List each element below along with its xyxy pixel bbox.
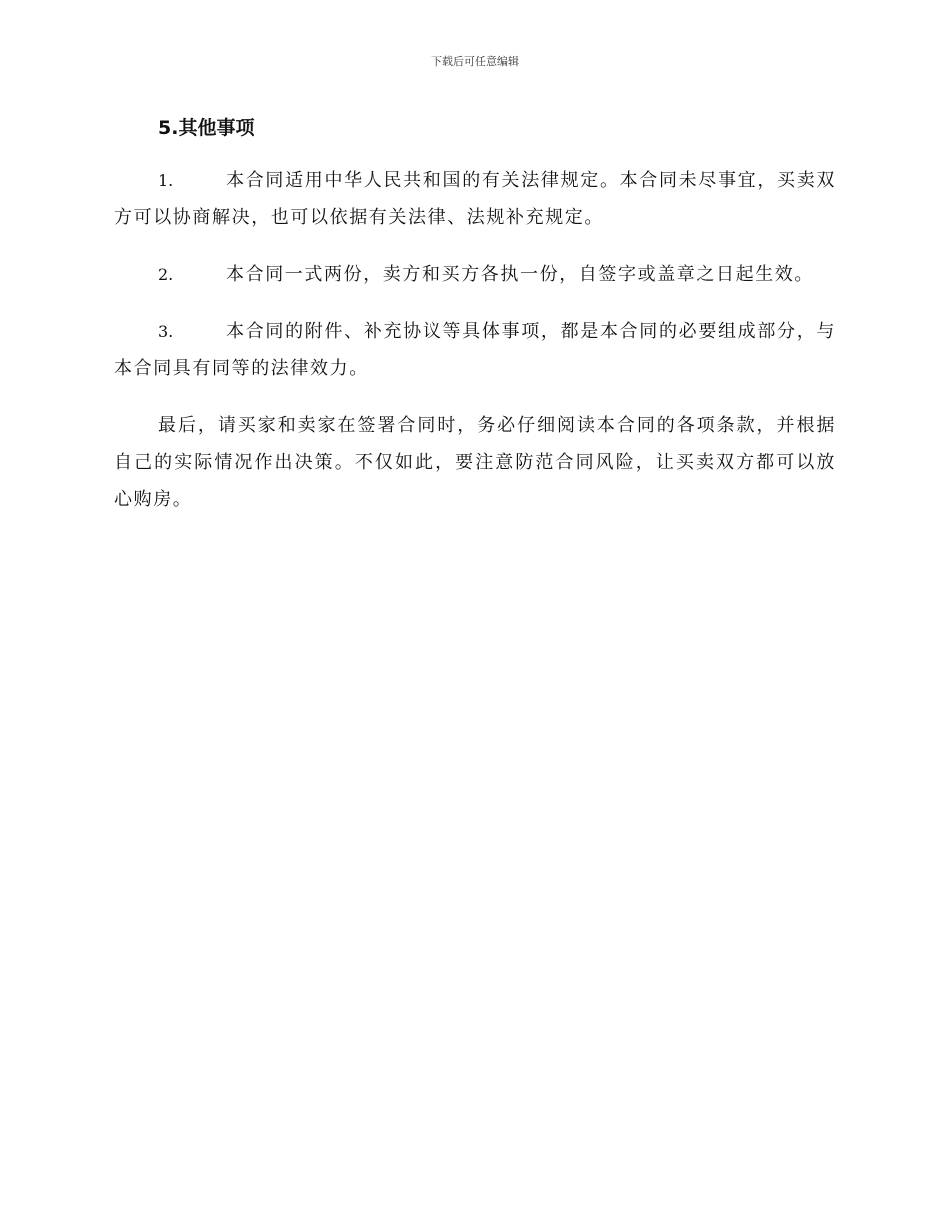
clause-text: 本合同适用中华人民共和国的有关法律规定。本合同未尽事宜，买卖双方可以协商解决，也可以依据有关法律、法规补充规定。 [114, 170, 836, 228]
section-title: 5.其他事项 [158, 117, 255, 139]
document-body [114, 112, 836, 538]
clause-1 [114, 162, 836, 236]
clause-2 [114, 256, 836, 293]
clause-number: 1. [158, 171, 174, 190]
closing-paragraph: 最后，请买家和卖家在签署合同时，务必仔细阅读本合同的各项条款，并根据自己的实际情况作出决策。不仅如此，要注意防范合同风险，让买卖双方都可以放心购房。 [114, 415, 836, 510]
clause-text: 本合同的附件、补充协议等具体事项，都是本合同的必要组成部分，与本合同具有同等的法律效力。 [114, 321, 836, 379]
clause-number: 2. [158, 265, 174, 284]
clause-text: 本合同一式两份，卖方和买方各执一份，自签字或盖章之日起生效。 [226, 264, 814, 285]
page-header: 下载后可任意编辑 [431, 55, 519, 68]
clause-3 [114, 313, 836, 387]
clause-number: 3. [158, 322, 174, 341]
